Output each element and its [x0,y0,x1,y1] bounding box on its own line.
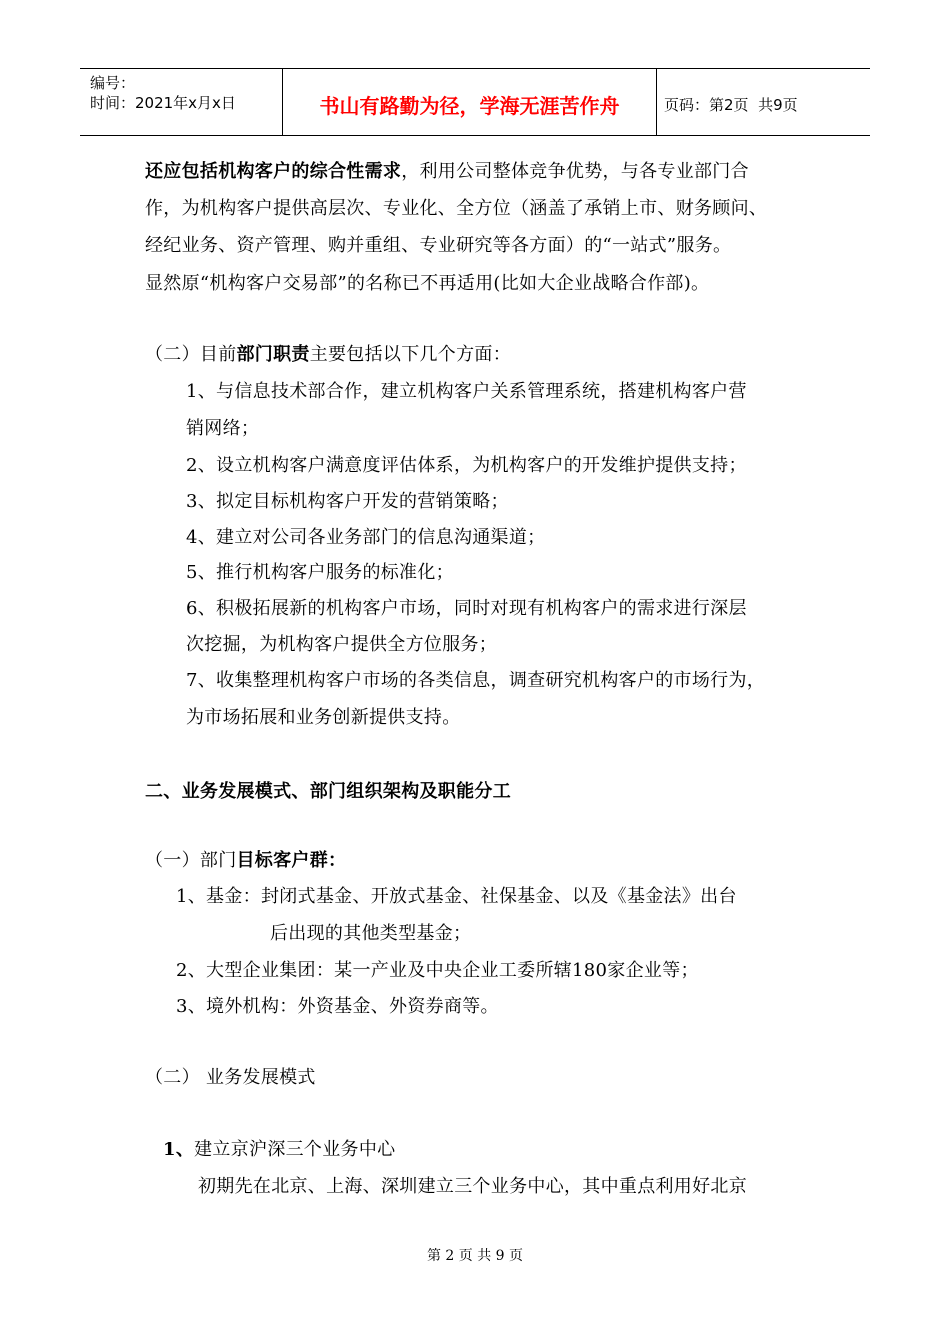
target-heading [145,849,346,873]
duty-item-1a: 1、与信息技术部合作，建立机构客户关系管理系统，搭建机构客户营 [186,381,747,402]
duty-item-6b: 次挖掘，为机构客户提供全方位服务； [186,634,498,655]
mode-heading: （二） 业务发展模式 [145,1067,316,1088]
intro-line-4: 显然原“机构客户交易部”的名称已不再适用(比如大企业战略合作部)。 [145,273,710,294]
intro-line-1-rest: ，利用公司整体竞争优势，与各专业部门合 [401,161,749,182]
intro-bold-phrase: 还应包括机构客户的综合性需求 [145,161,402,182]
mode-item-1-title [163,1138,395,1162]
target-item-3: 3、境外机构：外资基金、外资券商等。 [176,996,499,1017]
duty-item-7a: 7、收集整理机构客户市场的各类信息，调查研究机构客户的市场行为， [186,670,766,691]
header-motto: 书山有路勤为径，学海无涯苦作舟 [283,69,657,135]
duty-item-6a: 6、积极拓展新的机构客户市场，同时对现有机构客户的需求进行深层 [186,598,747,619]
intro-line-1 [145,160,749,184]
mode-item-1-text: 建立京沪深三个业务中心 [194,1139,396,1160]
duty-item-7b: 为市场拓展和业务创新提供支持。 [186,707,461,728]
duty-item-1b: 销网络； [186,418,260,439]
duty-item-4: 4、建立对公司各业务部门的信息沟通渠道； [186,527,546,548]
mode-item-1-body: 初期先在北京、上海、深圳建立三个业务中心，其中重点利用好北京 [198,1176,747,1197]
duty-item-2: 2、设立机构客户满意度评估体系，为机构客户的开发维护提供支持； [186,455,747,476]
target-item-1b: 后出现的其他类型基金； [270,923,472,944]
target-item-2: 2、大型企业集团：某一产业及中央企业工委所辖180家企业等； [176,960,699,981]
duty-item-5: 5、推行机构客户服务的标准化； [186,562,454,583]
header-page-info: 页码：第2页 共9页 [664,95,798,114]
target-heading-bold: 目标客户群： [236,850,347,871]
duty-item-3: 3、拟定目标机构客户开发的营销策略； [186,491,509,512]
header-meta [80,69,283,135]
duties-heading-bold: 部门职责 [236,344,310,365]
doc-number-label: 编号： [90,74,136,92]
duties-heading [145,343,511,367]
doc-date-label: 时间：2021年x月x日 [90,94,236,112]
target-item-1a: 1、基金：封闭式基金、开放式基金、社保基金、以及《基金法》出台 [176,886,737,907]
page-footer: 第 2 页 共 9 页 [426,1248,524,1264]
intro-line-2: 作，为机构客户提供高层次、专业化、全方位（涵盖了承销上市、财务顾问、 [145,198,768,219]
duties-heading-post: 主要包括以下几个方面： [309,344,512,365]
mode-item-1-number: 1、 [163,1139,195,1160]
target-heading-pre: （一）部门 [145,850,237,871]
page-header [80,68,870,136]
intro-line-3: 经纪业务、资产管理、购并重组、专业研究等各方面）的“一站式”服务。 [145,235,732,256]
section-2-title: 二、业务发展模式、部门组织架构及职能分工 [145,781,511,802]
duties-heading-pre: （二）目前 [145,344,237,365]
